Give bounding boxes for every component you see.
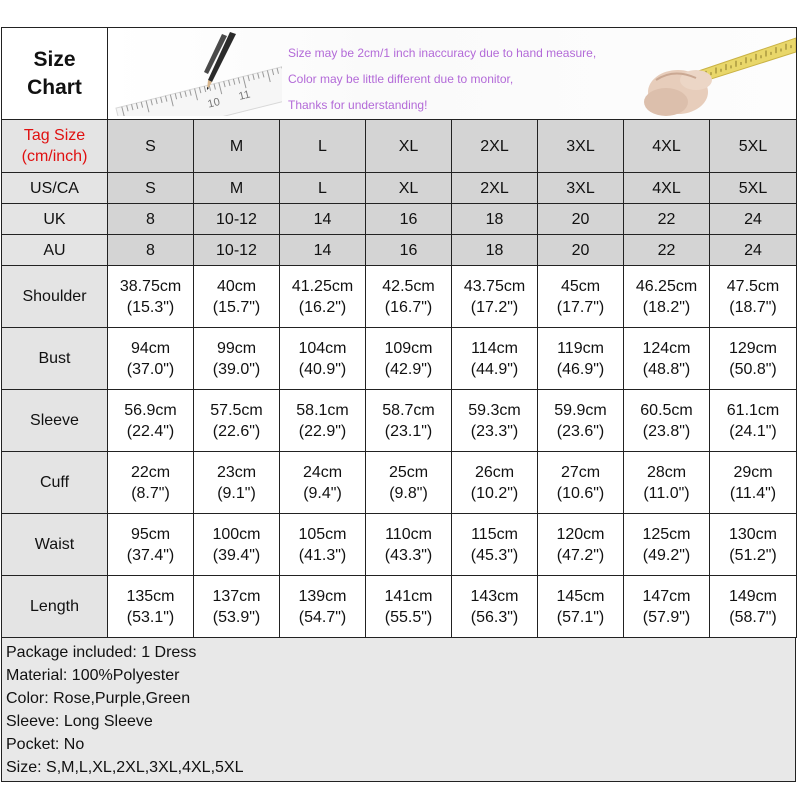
table-cell: 14 — [280, 235, 366, 266]
row-label: US/CA — [2, 173, 108, 204]
cell-inch-value: (9.1") — [217, 484, 256, 502]
cell-cm-value: 56.9cm — [124, 401, 177, 419]
cell-inch-value: (22.6") — [212, 422, 261, 440]
table-cell — [280, 328, 366, 390]
cell-cm-value: 141cm — [384, 587, 433, 605]
tag-size-label-line-2: (cm/inch) — [21, 148, 88, 165]
size-header-m: M — [194, 120, 280, 173]
cell-cm-value: 143cm — [470, 587, 519, 605]
cell-inch-value: (16.2") — [298, 298, 347, 316]
cell-cm-value: 100cm — [212, 525, 261, 543]
cell-cm-value: 95cm — [130, 525, 171, 543]
tag-size-label — [2, 120, 108, 173]
table-cell — [366, 328, 452, 390]
cell-inch-value: (57.1") — [556, 608, 605, 626]
size-header-5xl: 5XL — [710, 120, 797, 173]
region-row-us-ca — [2, 173, 797, 204]
cell-cm-value: 60.5cm — [640, 401, 693, 419]
cell-cm-value: 28cm — [646, 463, 687, 481]
table-cell: XL — [366, 173, 452, 204]
table-cell: 4XL — [624, 173, 710, 204]
measurement-row-cuff — [2, 452, 797, 514]
cell-inch-value: (9.4") — [303, 484, 342, 502]
cell-cm-value: 38.75cm — [119, 277, 182, 295]
measurement-row-shoulder — [2, 266, 797, 328]
cell-cm-value: 109cm — [384, 339, 433, 357]
info-line: Material: 100%Polyester — [6, 667, 180, 684]
cell-cm-value: 145cm — [556, 587, 605, 605]
cell-inch-value: (46.9") — [556, 360, 605, 378]
cell-cm-value: 104cm — [298, 339, 347, 357]
cell-inch-value: (10.2") — [470, 484, 519, 502]
cell-inch-value: (43.3") — [384, 546, 433, 564]
cell-inch-value: (51.2") — [729, 546, 777, 564]
row-label: Shoulder — [2, 266, 108, 328]
title-line-1: Size — [33, 47, 76, 71]
cell-inch-value: (23.6") — [556, 422, 605, 440]
table-cell: 20 — [538, 204, 624, 235]
measurement-row-sleeve — [2, 390, 797, 452]
cell-cm-value: 139cm — [298, 587, 347, 605]
table-cell: S — [108, 173, 194, 204]
note-measure-accuracy: Size may be 2cm/1 inch inaccuracy due to hand measure, — [288, 46, 597, 60]
size-header-l: L — [280, 120, 366, 173]
table-cell — [538, 514, 624, 576]
table-cell — [280, 390, 366, 452]
size-header-2xl: 2XL — [452, 120, 538, 173]
cell-cm-value: 114cm — [471, 339, 518, 357]
table-cell — [194, 452, 280, 514]
measurement-row-bust — [2, 328, 797, 390]
table-cell — [538, 576, 624, 638]
cell-cm-value: 124cm — [642, 339, 691, 357]
table-cell — [108, 390, 194, 452]
cell-cm-value: 23cm — [216, 463, 257, 481]
cell-cm-value: 29cm — [733, 463, 773, 481]
title-line-2: Chart — [27, 75, 82, 99]
cell-inch-value: (50.8") — [729, 360, 777, 378]
row-label: Sleeve — [2, 390, 108, 452]
table-cell: 2XL — [452, 173, 538, 204]
cell-inch-value: (22.4") — [126, 422, 175, 440]
info-line: Sleeve: Long Sleeve — [6, 713, 153, 730]
cell-inch-value: (57.9") — [642, 608, 691, 626]
table-cell — [710, 328, 797, 390]
row-label: AU — [2, 235, 108, 266]
cell-inch-value: (54.7") — [298, 608, 347, 626]
product-info-box — [1, 638, 796, 782]
cell-cm-value: 41.25cm — [291, 277, 354, 295]
cell-inch-value: (22.9") — [298, 422, 347, 440]
cell-cm-value: 42.5cm — [382, 277, 435, 295]
cell-cm-value: 99cm — [216, 339, 257, 357]
cell-cm-value: 25cm — [388, 463, 429, 481]
cell-inch-value: (23.8") — [642, 422, 691, 440]
cell-inch-value: (16.7") — [384, 298, 433, 316]
table-cell — [108, 576, 194, 638]
cell-inch-value: (17.2") — [470, 298, 519, 316]
table-cell: 24 — [710, 235, 797, 266]
table-cell — [108, 266, 194, 328]
table-cell — [366, 266, 452, 328]
cell-inch-value: (18.7") — [729, 298, 777, 316]
cell-inch-value: (58.7") — [729, 608, 777, 626]
table-cell — [710, 452, 797, 514]
cell-inch-value: (44.9") — [470, 360, 519, 378]
cell-cm-value: 61.1cm — [726, 401, 780, 419]
hand-icon — [644, 70, 712, 116]
table-cell: 16 — [366, 235, 452, 266]
info-line: Package included: 1 Dress — [6, 644, 197, 661]
cell-inch-value: (47.2") — [556, 546, 605, 564]
table-cell — [538, 328, 624, 390]
size-header-s: S — [108, 120, 194, 173]
table-cell — [624, 514, 710, 576]
table-cell: 5XL — [710, 173, 797, 204]
cell-cm-value: 22cm — [130, 463, 171, 481]
hand-tape-measure-image — [626, 28, 796, 119]
ruler-number-11: 11 — [237, 88, 252, 103]
region-row-uk — [2, 204, 797, 235]
info-line: Size: S,M,L,XL,2XL,3XL,4XL,5XL — [6, 759, 244, 776]
table-cell — [280, 514, 366, 576]
size-header-4xl: 4XL — [624, 120, 710, 173]
cell-cm-value: 130cm — [728, 525, 778, 543]
table-cell: 3XL — [538, 173, 624, 204]
row-label: Waist — [2, 514, 108, 576]
cell-inch-value: (37.4") — [126, 546, 175, 564]
cell-cm-value: 94cm — [130, 339, 171, 357]
table-cell — [624, 576, 710, 638]
table-cell: 16 — [366, 204, 452, 235]
size-chart-title — [2, 28, 108, 120]
cell-cm-value: 120cm — [556, 525, 605, 543]
table-cell — [452, 266, 538, 328]
table-cell — [538, 452, 624, 514]
table-cell — [366, 390, 452, 452]
cell-cm-value: 47.5cm — [726, 277, 780, 295]
cell-inch-value: (42.9") — [384, 360, 433, 378]
tag-size-row — [2, 120, 797, 173]
cell-inch-value: (37.0") — [126, 360, 175, 378]
cell-cm-value: 24cm — [302, 463, 343, 481]
row-label: Length — [2, 576, 108, 638]
table-cell — [624, 452, 710, 514]
cell-inch-value: (11.0") — [643, 484, 690, 502]
note-color-difference: Color may be little different due to monitor, — [288, 72, 514, 86]
cell-inch-value: (45.3") — [470, 546, 519, 564]
cell-inch-value: (39.0") — [212, 360, 261, 378]
table-cell: 10-12 — [194, 235, 280, 266]
cell-inch-value: (18.2") — [642, 298, 691, 316]
cell-cm-value: 58.1cm — [296, 401, 349, 419]
row-label: UK — [2, 204, 108, 235]
cell-cm-value: 119cm — [557, 339, 604, 357]
cell-cm-value: 43.75cm — [463, 277, 526, 295]
table-cell: 20 — [538, 235, 624, 266]
table-cell — [710, 514, 797, 576]
table-cell — [194, 514, 280, 576]
table-cell — [452, 390, 538, 452]
cell-inch-value: (56.3") — [470, 608, 519, 626]
cell-inch-value: (10.6") — [556, 484, 605, 502]
table-cell: 8 — [108, 235, 194, 266]
row-label: Bust — [2, 328, 108, 390]
size-chart — [1, 27, 796, 782]
cell-inch-value: (8.7") — [131, 484, 170, 502]
size-header-xl: XL — [366, 120, 452, 173]
note-thanks: Thanks for understanding! — [288, 98, 428, 112]
ruler-pencil-image — [112, 30, 282, 116]
table-cell: 8 — [108, 204, 194, 235]
cell-inch-value: (9.8") — [389, 484, 428, 502]
cell-cm-value: 59.3cm — [468, 401, 521, 419]
table-cell — [108, 514, 194, 576]
cell-inch-value: (53.9") — [212, 608, 261, 626]
cell-inch-value: (40.9") — [298, 360, 347, 378]
cell-cm-value: 57.5cm — [210, 401, 263, 419]
cell-cm-value: 110cm — [385, 525, 432, 543]
table-cell — [280, 452, 366, 514]
cell-inch-value: (39.4") — [212, 546, 261, 564]
cell-cm-value: 45cm — [560, 277, 601, 295]
table-cell — [280, 266, 366, 328]
table-cell — [624, 266, 710, 328]
cell-cm-value: 105cm — [298, 525, 347, 543]
table-cell — [194, 576, 280, 638]
cell-inch-value: (41.3") — [298, 546, 347, 564]
cell-inch-value: (53.1") — [126, 608, 175, 626]
size-header-3xl: 3XL — [538, 120, 624, 173]
cell-cm-value: 129cm — [728, 339, 778, 357]
table-cell — [710, 390, 797, 452]
cell-cm-value: 149cm — [728, 587, 778, 605]
table-cell: 24 — [710, 204, 797, 235]
table-cell — [366, 576, 452, 638]
table-cell: 10-12 — [194, 204, 280, 235]
banner-cell — [108, 28, 797, 120]
cell-cm-value: 58.7cm — [382, 401, 435, 419]
ruler-number-10: 10 — [206, 96, 222, 111]
table-cell: 18 — [452, 204, 538, 235]
measurement-row-waist — [2, 514, 797, 576]
table-cell: 18 — [452, 235, 538, 266]
cell-inch-value: (15.3") — [126, 298, 175, 316]
region-row-au — [2, 235, 797, 266]
table-cell — [624, 390, 710, 452]
cell-cm-value: 59.9cm — [554, 401, 607, 419]
table-cell — [452, 514, 538, 576]
cell-cm-value: 40cm — [216, 277, 257, 295]
table-cell — [108, 328, 194, 390]
cell-inch-value: (24.1") — [729, 422, 777, 440]
table-cell — [710, 266, 797, 328]
table-cell — [194, 266, 280, 328]
table-cell — [452, 452, 538, 514]
cell-inch-value: (48.8") — [642, 360, 691, 378]
table-cell — [538, 390, 624, 452]
cell-cm-value: 147cm — [642, 587, 691, 605]
cell-inch-value: (17.7") — [556, 298, 605, 316]
cell-cm-value: 115cm — [471, 525, 518, 543]
table-cell: 14 — [280, 204, 366, 235]
cell-cm-value: 135cm — [126, 587, 175, 605]
size-table — [1, 27, 797, 638]
row-label: Cuff — [2, 452, 108, 514]
table-cell: 22 — [624, 235, 710, 266]
table-cell — [538, 266, 624, 328]
cell-cm-value: 125cm — [642, 525, 691, 543]
cell-inch-value: (23.1") — [384, 422, 433, 440]
table-cell: M — [194, 173, 280, 204]
table-cell — [452, 576, 538, 638]
tag-size-label-line-1: Tag Size — [23, 127, 86, 144]
cell-inch-value: (15.7") — [212, 298, 261, 316]
cell-inch-value: (11.4") — [729, 484, 777, 502]
cell-inch-value: (55.5") — [384, 608, 433, 626]
table-cell — [280, 576, 366, 638]
cell-cm-value: 46.25cm — [635, 277, 698, 295]
table-cell — [194, 328, 280, 390]
table-cell — [366, 514, 452, 576]
cell-inch-value: (49.2") — [642, 546, 691, 564]
cell-cm-value: 137cm — [212, 587, 261, 605]
table-cell — [624, 328, 710, 390]
cell-inch-value: (23.3") — [470, 422, 519, 440]
table-cell — [710, 576, 797, 638]
cell-cm-value: 26cm — [474, 463, 515, 481]
table-cell — [452, 328, 538, 390]
table-cell: 22 — [624, 204, 710, 235]
table-cell — [108, 452, 194, 514]
info-line: Color: Rose,Purple,Green — [6, 690, 191, 707]
notice-banner — [108, 28, 796, 119]
table-cell: L — [280, 173, 366, 204]
table-cell — [366, 452, 452, 514]
table-cell — [194, 390, 280, 452]
info-line: Pocket: No — [6, 736, 85, 753]
cell-cm-value: 27cm — [560, 463, 601, 481]
measurement-row-length — [2, 576, 797, 638]
